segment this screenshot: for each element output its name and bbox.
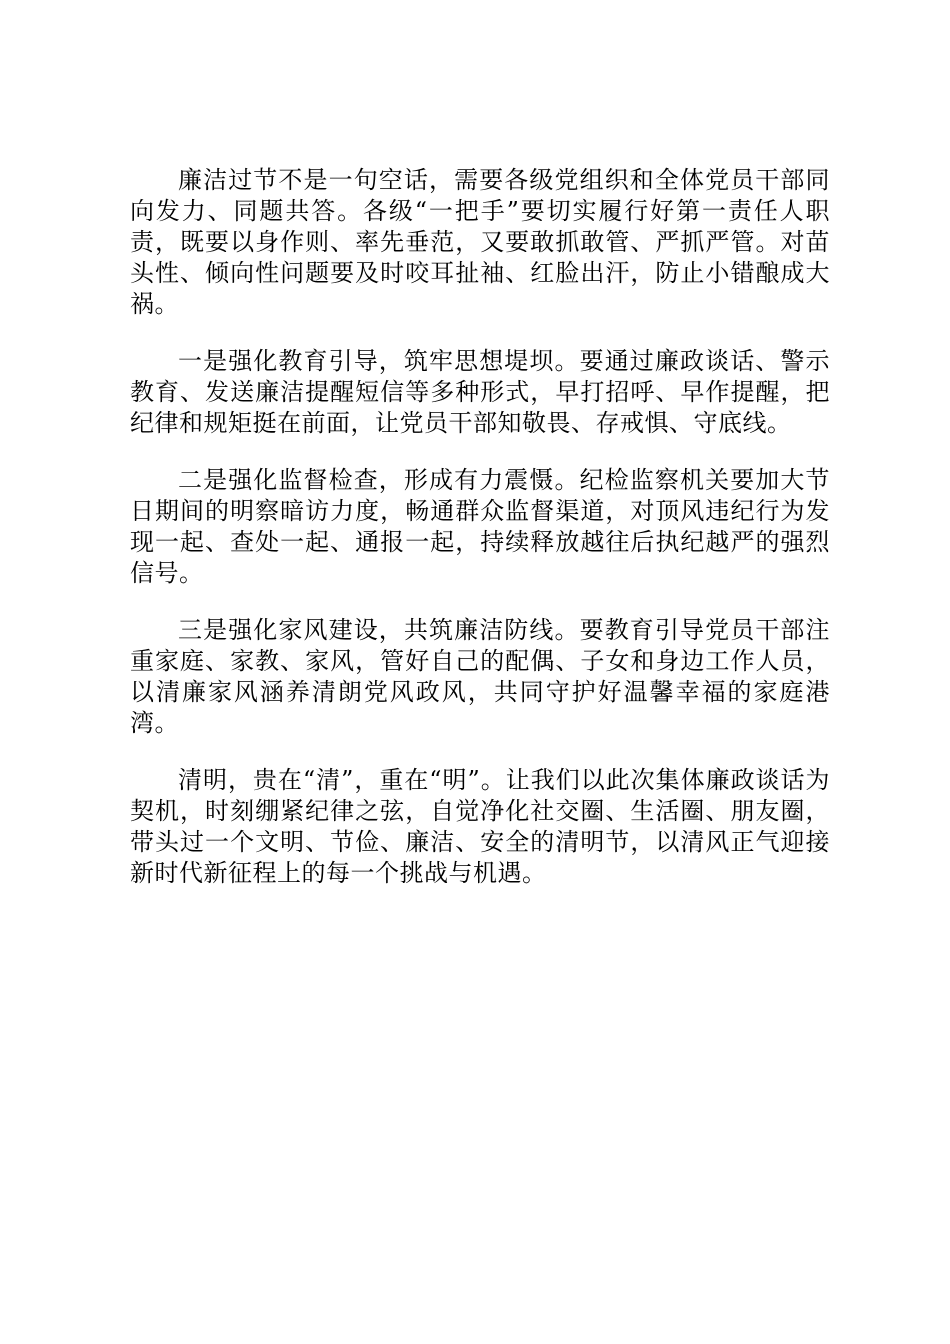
paragraph-supervision-inspection: 二是强化监督检查，形成有力震慑。纪检监察机关要加大节日期间的明察暗访力度，畅通群众监督渠道，对顶风违纪行为发现一起、查处一起、通报一起，持续释放越往后执纪越严的强烈信号。 [130, 466, 830, 587]
paragraph-qingming-conclusion: 清明，贵在“清”，重在“明”。让我们以此次集体廉政谈话为契机，时刻绷紧纪律之弦，自觉净化社交圈、生活圈、朋友圈，带头过一个文明、节俭、廉洁、安全的清明节，以清风正气迎接新时代新征程上的每一个挑战与机遇。 [130, 766, 830, 887]
document-body [130, 165, 830, 915]
paragraph-education-guidance: 一是强化教育引导，筑牢思想堤坝。要通过廉政谈话、警示教育、发送廉洁提醒短信等多种形式，早打招呼、早作提醒，把纪律和规矩挺在前面，让党员干部知敬畏、存戒惧、守底线。 [130, 347, 830, 437]
paragraph-family-tradition: 三是强化家风建设，共筑廉洁防线。要教育引导党员干部注重家庭、家教、家风，管好自己的配偶、子女和身边工作人员，以清廉家风涵养清朗党风政风，共同守护好温馨幸福的家庭港湾。 [130, 616, 830, 737]
paragraph-integrity-holiday: 廉洁过节不是一句空话，需要各级党组织和全体党员干部同向发力、同题共答。各级“一把手”要切实履行好第一责任人职责，既要以身作则、率先垂范，又要敢抓敢管、严抓严管。对苗头性、倾向性问题要及时咬耳扯袖、红脸出汗，防止小错酿成大祸。 [130, 166, 830, 318]
